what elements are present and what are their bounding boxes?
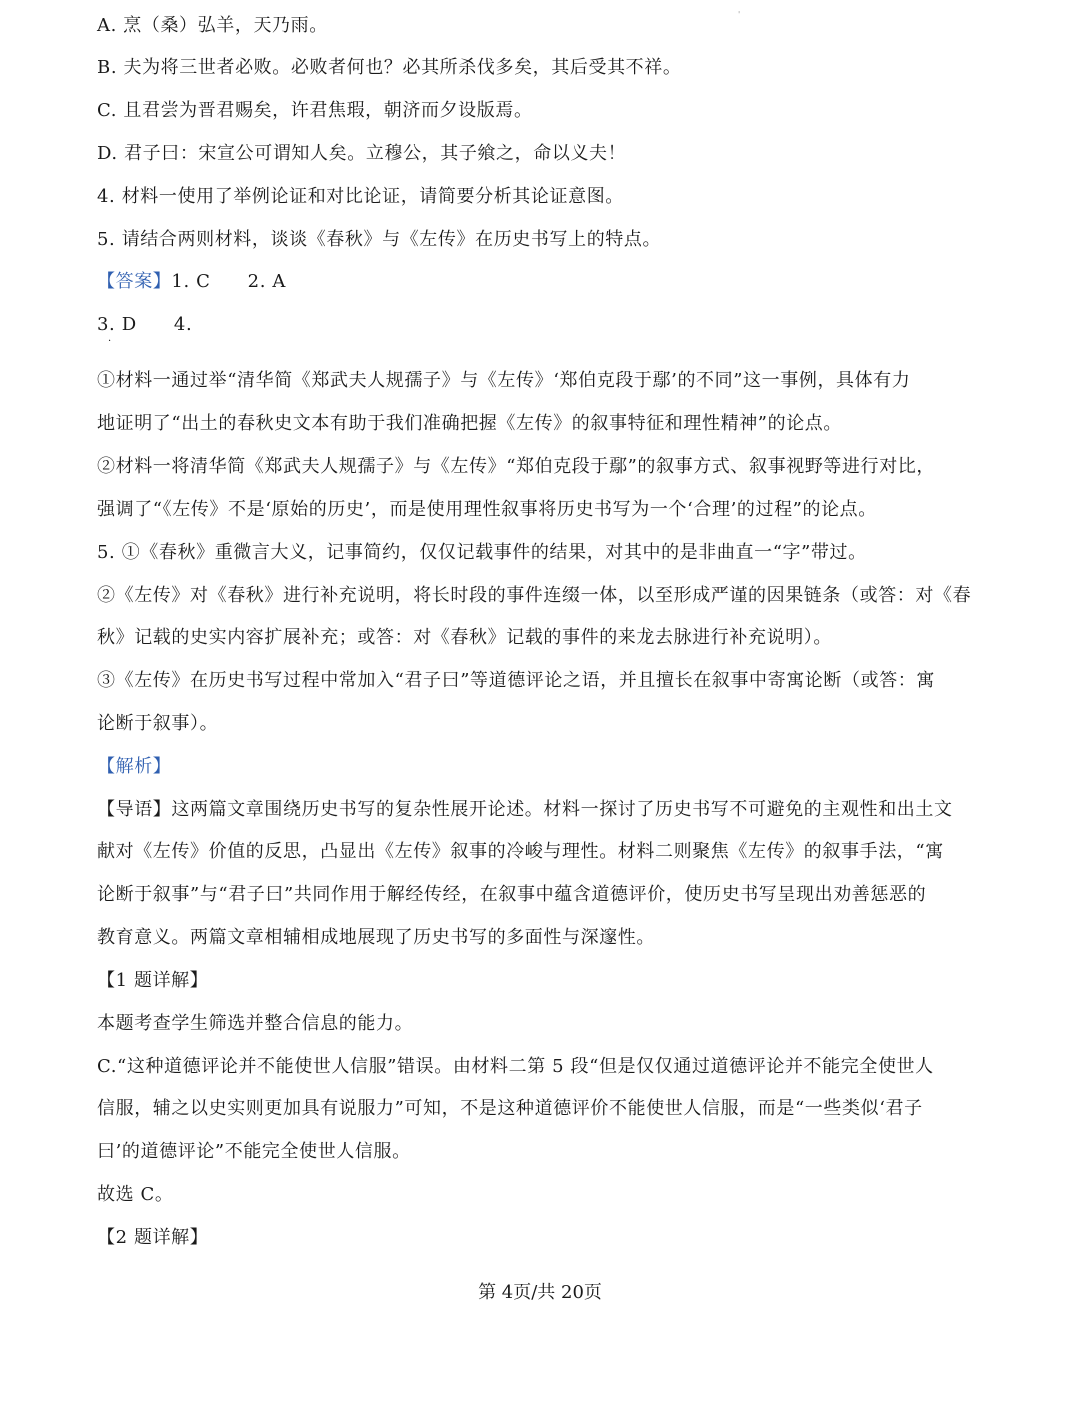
answer-4-point-2-cont: 强调了“《左传》不是‘原始的历史’，而是使用理性叙事将历史书写为一个‘合理’的过程”的论点。 xyxy=(97,499,877,520)
option-b: B. 夫为将三世者必败。必败者何也？必其所杀伐多矣，其后受其不祥。 xyxy=(97,57,682,78)
answer-4-point-1-cont: 地证明了“出土的春秋史文本有助于我们准确把握《左传》的叙事特征和理性精神”的论点。 xyxy=(97,413,842,434)
answer-5-point-3: ③《左传》在历史书写过程中常加入“君子曰”等道德评论之语，并且擅长在叙事中寄寓论断（或答：寓 xyxy=(97,670,935,691)
option-d: D. 君子曰：宋宣公可谓知人矣。立穆公，其子飨之，命以义夫！ xyxy=(97,143,627,164)
answer-5-point-1: 5. ①《春秋》重微言大义，记事简约，仅仅记载事件的结果，对其中的是非曲直一“字”带过。 xyxy=(97,542,867,563)
page-number: 第 4页/共 20页 xyxy=(478,1282,602,1303)
question-5: 5. 请结合两则材料，谈谈《春秋》与《左传》在历史书写上的特点。 xyxy=(97,229,662,250)
option-c: C. 且君尝为晋君赐矣，许君焦瑕，朝济而夕设版焉。 xyxy=(97,100,533,121)
answer-5-point-2: ②《左传》对《春秋》进行补充说明，将长时段的事件连缀一体，以至形成严谨的因果链条（或答：对《春 xyxy=(97,585,972,606)
question-4: 4. 材料一使用了举例论证和对比论证，请简要分析其论证意图。 xyxy=(97,186,624,207)
answer-text: 1. C 2. A xyxy=(171,271,286,292)
q1-detail-text-1: 本题考查学生筛选并整合信息的能力。 xyxy=(97,1013,414,1034)
q1-conclusion: 故选 C。 xyxy=(97,1184,174,1205)
q1-detail-heading: 【1 题详解】 xyxy=(97,970,209,991)
intro-paragraph-1: 【导语】这两篇文章围绕历史书写的复杂性展开论述。材料一探讨了历史书写不可避免的主观性和出土文 xyxy=(97,799,953,820)
option-a: A. 烹（桑）弘羊，天乃雨。 xyxy=(97,15,328,36)
analysis-tag: 【解析】 xyxy=(97,756,172,777)
answer-line-2: 3. D 4. xyxy=(97,314,193,335)
q2-detail-heading: 【2 题详解】 xyxy=(97,1227,209,1248)
answer-line xyxy=(97,270,286,294)
answer-tag: 【答案】 xyxy=(97,271,172,292)
answer-4-point-2: ②材料一将清华简《郑武夫人规孺子》与《左传》“郑伯克段于鄢”的叙事方式、叙事视野等进行对比， xyxy=(97,456,935,477)
q1-detail-text-4: 曰’的道德评论”不能完全使世人信服。 xyxy=(97,1141,411,1162)
intro-paragraph-3: 论断于叙事”与“君子曰”共同作用于解经传经，在叙事中蕴含道德评价，使历史书写呈现出劝善惩恶的 xyxy=(97,884,927,905)
bullet-dot: · xyxy=(108,336,112,347)
scan-mark: ' xyxy=(738,10,741,19)
answer-5-point-3-cont: 论断于叙事）。 xyxy=(97,713,219,734)
q1-detail-text-3: 信服，辅之以史实则更加具有说服力”可知，不是这种道德评价不能使世人信服，而是“一些类似‘君子 xyxy=(97,1098,923,1119)
q1-detail-text-2: C.“这种道德评论并不能使世人信服”错误。由材料二第 5 段“但是仅仅通过道德评论并不能完全使世人 xyxy=(97,1056,934,1077)
intro-paragraph-2: 献对《左传》价值的反思，凸显出《左传》叙事的冷峻与理性。材料二则聚焦《左传》的叙事手法，“寓 xyxy=(97,841,944,862)
answer-5-point-2-cont: 秋》记载的史实内容扩展补充；或答：对《春秋》记载的事件的来龙去脉进行补充说明）。 xyxy=(97,627,832,648)
intro-paragraph-4: 教育意义。两篇文章相辅相成地展现了历史书写的多面性与深邃性。 xyxy=(97,927,655,948)
answer-4-point-1: ①材料一通过举“清华简《郑武夫人规孺子》与《左传》‘郑伯克段于鄢’的不同”这一事例，具体有力 xyxy=(97,370,911,391)
